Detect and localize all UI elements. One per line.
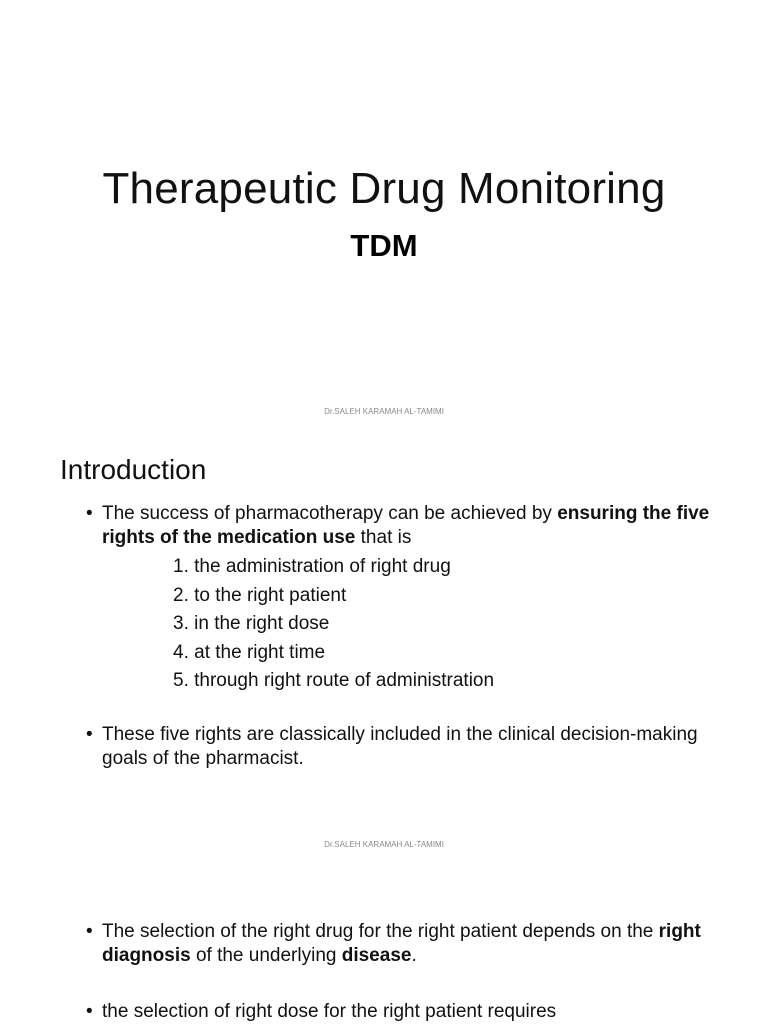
bullet-icon: • — [86, 1001, 93, 1022]
slide-footer: Dr.SALEH KARAMAH AL-TAMIMI — [324, 407, 444, 416]
bullet-icon: • — [86, 921, 93, 942]
bullet-text: the selection of right dose for the right patient requires — [102, 1001, 557, 1022]
slide-subtitle: TDM — [350, 228, 418, 263]
five-rights-list — [173, 553, 494, 696]
bullet-item — [86, 1000, 716, 1024]
slide-footer: Dr.SALEH KARAMAH AL-TAMIMI — [324, 840, 444, 849]
list-item: 3. in the right dose — [173, 613, 330, 634]
bullet-item — [86, 502, 716, 550]
list-item: 5. through right route of administration — [173, 670, 495, 691]
bullet-icon: • — [86, 724, 93, 745]
bullet-item — [86, 920, 716, 968]
bullet-icon: • — [86, 503, 93, 524]
bullet-text: These five rights are classically included in the clinical decision-making goals of the pharmacist. — [102, 724, 698, 769]
title-slide — [0, 0, 768, 432]
slide-title: Therapeutic Drug Monitoring — [102, 164, 666, 213]
introduction-slide — [0, 432, 768, 864]
bullet-text: The success of pharmacotherapy can be achieved by ensuring the five rights of the medication use that is — [102, 503, 710, 548]
bullet-text: The selection of the right drug for the right patient depends on the right diagnosis of the underlying disease. — [102, 921, 701, 966]
list-item: 2. to the right patient — [173, 584, 347, 606]
list-item: 1. the administration of right drug — [173, 556, 451, 577]
list-item: 4. at the right time — [173, 641, 326, 663]
content-slide — [0, 864, 768, 1024]
slide-heading: Introduction — [60, 454, 207, 485]
bullet-item — [86, 723, 716, 771]
